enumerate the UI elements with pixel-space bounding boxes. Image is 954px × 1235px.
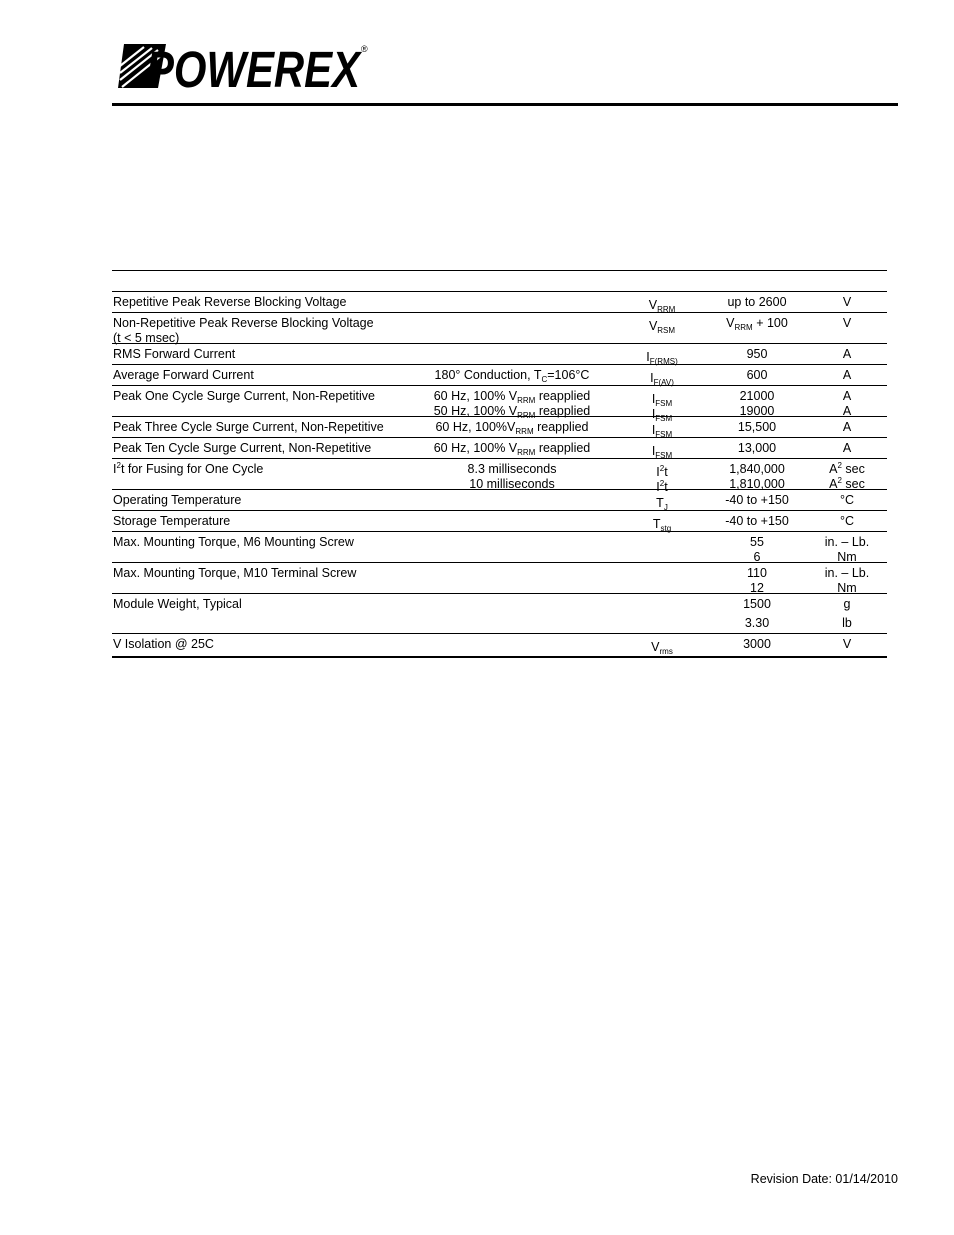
- cell-line: Peak Three Cycle Surge Current, Non-Repetitive: [113, 420, 384, 434]
- value-cell: [702, 389, 812, 419]
- symbol-cell: [612, 371, 712, 386]
- cell-line: Non-Repetitive Peak Reverse Blocking Voltage: [113, 316, 374, 330]
- cell-line: 19000: [739, 404, 775, 418]
- symbol-base: V: [651, 640, 660, 654]
- table-row: [112, 386, 887, 423]
- cell-line: Peak Ten Cycle Surge Current, Non-Repetitive: [113, 441, 372, 455]
- cell-line: [113, 462, 413, 477]
- cell-line: 1,810,000: [729, 477, 785, 491]
- condition-cell: [397, 389, 627, 419]
- cell-line: [612, 298, 712, 313]
- text-run: sec: [841, 477, 865, 491]
- subscript: FSM: [655, 414, 673, 423]
- text-run: A: [829, 462, 838, 476]
- unit-cell: [802, 389, 892, 419]
- cell-line: RMS Forward Current: [113, 347, 236, 361]
- symbol-base: I: [651, 423, 656, 437]
- cell-line: in. – Lb.: [824, 566, 870, 580]
- cell-line: [612, 423, 712, 438]
- cell-line: Operating Temperature: [113, 493, 242, 507]
- subscript: RRM: [517, 396, 536, 405]
- cell-line: [397, 389, 627, 404]
- unit-cell: [802, 535, 892, 565]
- cell-line: V Isolation @ 25C: [113, 637, 214, 651]
- symbol-cell: [612, 298, 712, 313]
- symbol-cell: [612, 319, 712, 334]
- symbol-suffix: t: [664, 480, 668, 494]
- cell-line: in. – Lb.: [824, 535, 870, 549]
- powerex-logo: [118, 40, 370, 92]
- cell-line: (t < 5 msec): [113, 331, 180, 345]
- cell-line: 3000: [743, 637, 771, 651]
- text-run: 60 Hz, 100% V: [433, 441, 518, 455]
- parameter-cell: [113, 597, 413, 612]
- unit-cell: [802, 597, 892, 631]
- unit-cell: [802, 316, 892, 331]
- cell-line: Max. Mounting Torque, M6 Mounting Screw: [113, 535, 354, 549]
- cell-line: Average Forward Current: [113, 368, 254, 382]
- ratings-table: [112, 291, 887, 658]
- cell-line: Storage Temperature: [113, 514, 231, 528]
- unit-cell: [802, 347, 892, 362]
- table-row: [112, 313, 887, 344]
- table-row: [112, 511, 887, 532]
- cell-line: [612, 517, 712, 532]
- symbol-base: I: [646, 350, 650, 364]
- cell-line: lb: [842, 616, 852, 630]
- value-cell: [702, 597, 812, 631]
- symbol-base: V: [648, 319, 658, 333]
- condition-cell: [397, 368, 627, 383]
- cell-line: V: [842, 637, 852, 651]
- cell-line: -40 to +150: [725, 493, 789, 507]
- cell-line: A: [842, 441, 852, 455]
- cell-line: [612, 319, 712, 334]
- cell-line: A: [842, 404, 852, 418]
- parameter-cell: [113, 368, 413, 383]
- value-cell: [702, 347, 812, 362]
- cell-line: Peak One Cycle Surge Current, Non-Repetitive: [113, 389, 375, 403]
- parameter-cell: [113, 441, 413, 456]
- symbol-base: I: [656, 465, 660, 479]
- cell-line: 8.3 milliseconds: [467, 462, 557, 476]
- table-row: [112, 563, 887, 594]
- cell-line: 110: [747, 566, 767, 580]
- table-row: [112, 438, 887, 459]
- cell-line: 950: [746, 347, 768, 361]
- cell-line: [612, 444, 712, 459]
- subscript: RRM: [517, 411, 536, 420]
- cell-line: 6: [753, 550, 761, 564]
- table-row: [112, 459, 887, 494]
- superscript: 2: [659, 464, 665, 473]
- value-cell: [702, 462, 812, 492]
- cell-line: 13,000: [737, 441, 777, 455]
- subscript: stg: [660, 524, 672, 533]
- cell-line: A: [842, 420, 852, 434]
- text-run: I: [113, 462, 117, 476]
- cell-line: Module Weight, Typical: [113, 597, 242, 611]
- table-row: [112, 365, 887, 386]
- table-row: [112, 634, 887, 656]
- parameter-cell: [113, 295, 413, 310]
- text-run: 60 Hz, 100% V: [433, 389, 518, 403]
- text-run: t for Fusing for One Cycle: [120, 462, 264, 476]
- superscript: 2: [116, 461, 121, 470]
- text-run: reapplied: [535, 404, 591, 418]
- symbol-cell: [612, 496, 712, 511]
- cell-line: Repetitive Peak Reverse Blocking Voltage: [113, 295, 347, 309]
- value-cell: [702, 441, 812, 456]
- cell-line: [397, 420, 627, 435]
- symbol-suffix: t: [664, 465, 668, 479]
- cell-line: [612, 496, 712, 511]
- symbol-base: V: [648, 298, 658, 312]
- superscript: 2: [659, 479, 665, 488]
- symbol-cell: [612, 423, 712, 438]
- parameter-cell: [113, 462, 413, 477]
- unit-cell: [802, 462, 892, 492]
- subscript: rms: [659, 647, 673, 656]
- superscript: 2: [837, 461, 842, 470]
- subscript: FSM: [655, 430, 673, 439]
- unit-cell: [802, 493, 892, 508]
- superscript: 2: [837, 476, 842, 485]
- subscript: FSM: [655, 399, 673, 408]
- value-cell: [702, 368, 812, 383]
- symbol-base: I: [650, 371, 654, 385]
- condition-cell: [397, 441, 627, 456]
- table-row: [112, 344, 887, 365]
- registered-mark: ®: [361, 44, 368, 54]
- value-cell: [702, 566, 812, 596]
- cell-line: 12: [750, 581, 764, 595]
- cell-line: °C: [839, 493, 855, 507]
- cell-line: [612, 392, 712, 407]
- subscript: F(RMS): [649, 357, 678, 366]
- cell-line: Nm: [837, 581, 857, 595]
- cell-line: A: [842, 347, 852, 361]
- value-cell: [702, 295, 812, 310]
- table-row: [112, 292, 887, 313]
- text-run: reapplied: [533, 420, 589, 434]
- subscript: J: [663, 503, 668, 512]
- subscript: F(AV): [653, 378, 674, 387]
- subscript: C: [541, 375, 548, 384]
- cell-line: 1,840,000: [729, 462, 785, 476]
- symbol-base: V: [726, 316, 735, 330]
- cell-line: Max. Mounting Torque, M10 Terminal Screw: [113, 566, 357, 580]
- subscript: FSM: [655, 451, 673, 460]
- unit-cell: [802, 566, 892, 596]
- cell-line: [802, 462, 892, 477]
- symbol-base: T: [652, 517, 661, 531]
- value-cell: [702, 535, 812, 565]
- cell-line: V: [842, 295, 852, 309]
- table-row: [112, 594, 887, 634]
- subscript: RSM: [657, 326, 676, 335]
- value-cell: [702, 316, 812, 331]
- symbol-cell: [612, 350, 712, 365]
- logo-text: POWEREX: [146, 41, 363, 92]
- table-row: [112, 490, 887, 511]
- value-cell: [702, 637, 812, 652]
- symbol-cell: [612, 640, 712, 655]
- header-rule: [112, 103, 898, 106]
- text-run: 180° Conduction, T: [434, 368, 542, 382]
- symbol-cell: [612, 517, 712, 532]
- symbol-base: I: [656, 480, 660, 494]
- value-cell: [702, 420, 812, 435]
- symbol-base: I: [651, 407, 656, 421]
- unit-cell: [802, 441, 892, 456]
- parameter-cell: [113, 637, 413, 652]
- text-run: sec: [841, 462, 865, 476]
- cell-line: g: [843, 597, 851, 611]
- unit-cell: [802, 514, 892, 529]
- revision-date: Revision Date: 01/14/2010: [750, 1172, 898, 1186]
- condition-cell: [397, 462, 627, 492]
- parameter-cell: [113, 420, 413, 435]
- condition-cell: [397, 420, 627, 435]
- parameter-cell: [113, 535, 413, 550]
- parameter-cell: [113, 316, 413, 346]
- table-top-rule: [112, 270, 887, 271]
- text-run: + 100: [752, 316, 788, 330]
- text-run: 50 Hz, 100% V: [433, 404, 518, 418]
- text-run: reapplied: [535, 441, 591, 455]
- cell-line: 3.30: [744, 616, 770, 630]
- cell-line: A: [842, 368, 852, 382]
- table-row: [112, 532, 887, 563]
- cell-line: [612, 350, 712, 365]
- text-run: reapplied: [535, 389, 591, 403]
- unit-cell: [802, 637, 892, 652]
- cell-line: 10 milliseconds: [469, 477, 555, 491]
- cell-line: Nm: [837, 550, 857, 564]
- cell-line: V: [842, 316, 852, 330]
- unit-cell: [802, 295, 892, 310]
- value-cell: [702, 514, 812, 529]
- cell-line: up to 2600: [727, 295, 787, 309]
- value-cell: [702, 493, 812, 508]
- text-run: 60 Hz, 100%V: [435, 420, 516, 434]
- cell-line: -40 to +150: [725, 514, 789, 528]
- cell-line: 21000: [739, 389, 775, 403]
- subscript: RRM: [657, 305, 676, 314]
- cell-line: 1500: [743, 597, 771, 611]
- cell-line: [397, 441, 627, 456]
- table-row: [112, 417, 887, 438]
- cell-line: A: [842, 389, 852, 403]
- cell-line: [397, 368, 627, 383]
- parameter-cell: [113, 514, 413, 529]
- symbol-base: I: [651, 444, 656, 458]
- unit-cell: [802, 368, 892, 383]
- parameter-cell: [113, 347, 413, 362]
- symbol-base: I: [651, 392, 656, 406]
- cell-line: [702, 316, 812, 331]
- text-run: A: [829, 477, 838, 491]
- unit-cell: [802, 420, 892, 435]
- cell-line: 55: [750, 535, 764, 549]
- parameter-cell: [113, 493, 413, 508]
- cell-line: [612, 371, 712, 386]
- cell-line: 15,500: [737, 420, 777, 434]
- parameter-cell: [113, 566, 413, 581]
- cell-line: 600: [746, 368, 768, 382]
- subscript: RRM: [734, 323, 753, 332]
- text-run: =106°C: [547, 368, 590, 382]
- subscript: RRM: [515, 427, 534, 436]
- symbol-base: T: [656, 496, 664, 510]
- cell-line: [612, 640, 712, 655]
- subscript: RRM: [517, 448, 536, 457]
- cell-line: °C: [839, 514, 855, 528]
- cell-line: [612, 465, 712, 480]
- parameter-cell: [113, 389, 413, 404]
- symbol-cell: [612, 444, 712, 459]
